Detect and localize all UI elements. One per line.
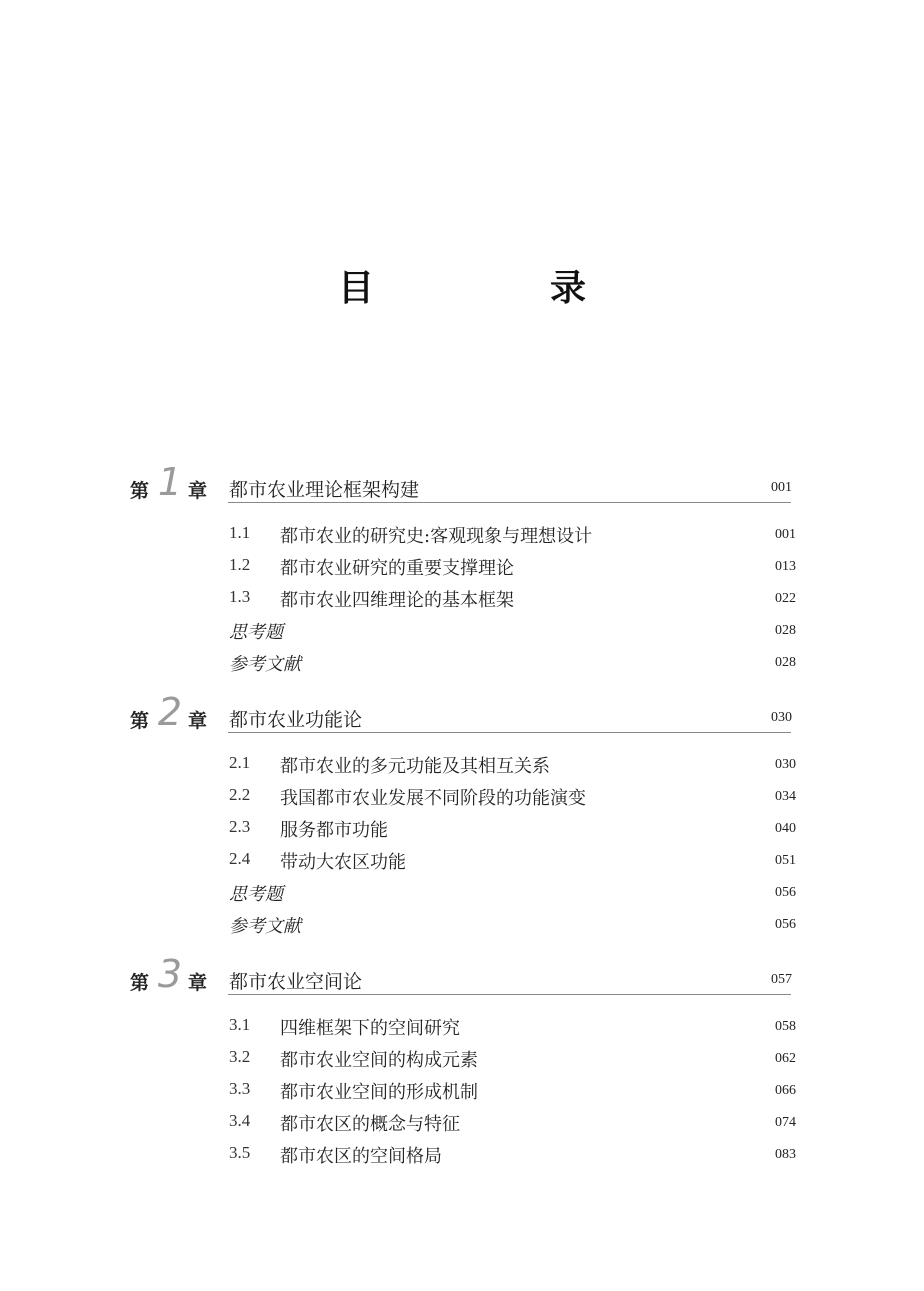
- entry-title: 带动大农区功能: [280, 852, 406, 873]
- chapter-page: 001: [771, 480, 792, 495]
- toc-entry[interactable]: [0, 645, 924, 677]
- entry-title: 都市农区的空间格局: [280, 1146, 442, 1167]
- chapter-number: 2: [157, 690, 183, 734]
- entry-title: 都市农业的研究史:客观现象与理想设计: [280, 526, 593, 547]
- toc-entry[interactable]: [0, 613, 924, 645]
- toc-entry[interactable]: [0, 1041, 924, 1073]
- toc-entry[interactable]: [0, 875, 924, 907]
- toc-entry[interactable]: [0, 747, 924, 779]
- chapter-number: 1: [157, 460, 183, 504]
- entry-number: 3.1: [229, 1015, 251, 1034]
- entry-page: 066: [775, 1083, 796, 1098]
- entry-number: 3.4: [229, 1111, 251, 1130]
- chapter-divider: [228, 502, 791, 503]
- chapter-page: 030: [771, 710, 792, 725]
- chapter-suffix: 章: [188, 710, 208, 732]
- entry-title: 服务都市功能: [280, 820, 388, 841]
- entry-title: 参考文献: [229, 916, 301, 937]
- entry-number: 2.3: [229, 817, 251, 836]
- toc-entry[interactable]: [0, 811, 924, 843]
- entry-number: 3.5: [229, 1143, 251, 1162]
- chapter-suffix: 章: [188, 480, 208, 502]
- entry-page: 056: [775, 885, 796, 900]
- entry-title: 都市农区的概念与特征: [280, 1114, 460, 1135]
- table-of-contents: [0, 462, 924, 1169]
- entry-number: 1.1: [229, 523, 251, 542]
- entry-page: 001: [775, 527, 796, 542]
- toc-entry[interactable]: [0, 581, 924, 613]
- entry-number: 1.2: [229, 555, 251, 574]
- chapter-1: [0, 462, 924, 677]
- toc-entry[interactable]: [0, 1105, 924, 1137]
- chapter-heading[interactable]: [0, 692, 924, 736]
- chapter-title: 都市农业理论框架构建: [229, 479, 420, 501]
- entry-title: 参考文献: [229, 654, 301, 675]
- chapter-heading[interactable]: [0, 462, 924, 506]
- entry-title: 思考题: [229, 622, 283, 643]
- entry-title: 都市农业的多元功能及其相互关系: [280, 756, 550, 777]
- chapter-title: 都市农业空间论: [229, 971, 363, 993]
- entry-page: 062: [775, 1051, 796, 1066]
- chapter-prefix: 第: [130, 480, 150, 502]
- entry-title: 都市农业空间的形成机制: [280, 1082, 478, 1103]
- toc-entry[interactable]: [0, 907, 924, 939]
- entry-page: 074: [775, 1115, 796, 1130]
- toc-entry[interactable]: [0, 779, 924, 811]
- toc-entry[interactable]: [0, 517, 924, 549]
- chapter-prefix: 第: [130, 710, 150, 732]
- chapter-heading[interactable]: [0, 954, 924, 998]
- entry-number: 2.2: [229, 785, 251, 804]
- entry-number: 2.1: [229, 753, 251, 772]
- entry-title: 都市农业四维理论的基本框架: [280, 590, 514, 611]
- chapter-title: 都市农业功能论: [229, 709, 363, 731]
- entry-title: 都市农业研究的重要支撑理论: [280, 558, 514, 579]
- chapter-divider: [228, 994, 791, 995]
- entry-title: 我国都市农业发展不同阶段的功能演变: [280, 788, 586, 809]
- entry-page: 028: [775, 623, 796, 638]
- toc-entry[interactable]: [0, 1137, 924, 1169]
- chapter-prefix: 第: [130, 972, 150, 994]
- chapter-divider: [228, 732, 791, 733]
- entry-title: 思考题: [229, 884, 283, 905]
- entry-number: 1.3: [229, 587, 251, 606]
- entry-page: 030: [775, 757, 796, 772]
- entry-number: 3.3: [229, 1079, 251, 1098]
- entry-page: 022: [775, 591, 796, 606]
- entry-title: 都市农业空间的构成元素: [280, 1050, 478, 1071]
- entry-page: 056: [775, 917, 796, 932]
- toc-entry[interactable]: [0, 843, 924, 875]
- entry-page: 028: [775, 655, 796, 670]
- chapter-3: [0, 954, 924, 1169]
- entry-page: 040: [775, 821, 796, 836]
- entry-page: 083: [775, 1147, 796, 1162]
- chapter-suffix: 章: [188, 972, 208, 994]
- entry-number: 2.4: [229, 849, 251, 868]
- toc-entry[interactable]: [0, 549, 924, 581]
- entry-page: 051: [775, 853, 796, 868]
- entry-title: 四维框架下的空间研究: [280, 1018, 460, 1039]
- toc-entry[interactable]: [0, 1073, 924, 1105]
- entry-number: 3.2: [229, 1047, 251, 1066]
- chapter-2: [0, 692, 924, 939]
- chapter-number: 3: [157, 952, 183, 996]
- chapter-page: 057: [771, 972, 792, 987]
- entry-page: 013: [775, 559, 796, 574]
- entry-page: 058: [775, 1019, 796, 1034]
- toc-entry[interactable]: [0, 1009, 924, 1041]
- page-title: 目 录: [337, 268, 656, 309]
- entry-page: 034: [775, 789, 796, 804]
